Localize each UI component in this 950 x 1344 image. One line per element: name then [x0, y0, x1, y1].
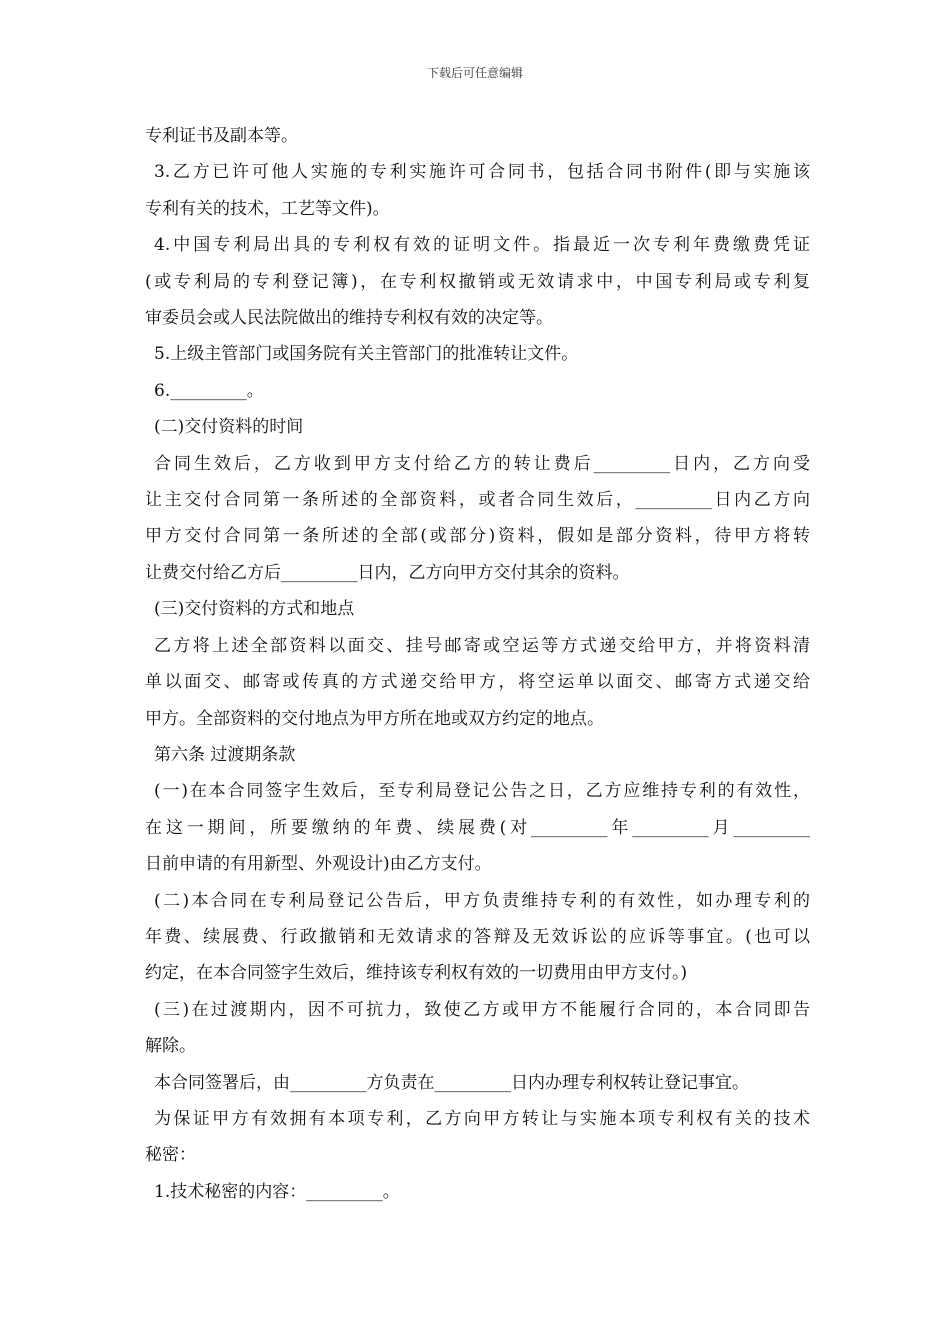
text-line: 专利有关的技术，工艺等文件)。 [145, 198, 390, 219]
text-line: (一)在本合同签字生效后，至专利局登记公告之日，乙方应维持专利的有效性， [154, 781, 810, 802]
text-line: 甲方交付合同第一条所述的全部(或部分)资料，假如是部分资料，待甲方将转 [145, 526, 810, 547]
text-line: 约定，在本合同签字生效后，维持该专利权有效的一切费用由甲方支付。) [145, 963, 688, 984]
text-line: 1.技术秘密的内容：_________。 [154, 1181, 400, 1202]
text-line: 秘密： [145, 1145, 196, 1166]
text-line: 日前申请的有用新型、外观设计)由乙方支付。 [145, 854, 492, 875]
text-line: 单以面交、邮寄或传真的方式递交给甲方，将空运单以面交、邮寄方式递交给 [145, 672, 810, 693]
section-heading: 第六条 过渡期条款 [154, 744, 296, 765]
text-line: (二)本合同在专利局登记公告后，甲方负责维持专利的有效性，如办理专利的 [154, 890, 810, 911]
text-line: (三)交付资料的方式和地点 [154, 599, 355, 620]
text-line: 3.乙方已许可他人实施的专利实施许可合同书，包括合同书附件(即与实施该 [154, 162, 810, 183]
text-line: 让主交付合同第一条所述的全部资料，或者合同生效后，_________日内乙方向 [145, 490, 810, 511]
text-line: 解除。 [145, 1036, 196, 1057]
text-line: 在这一期间，所要缴纳的年费、续展费(对_________年_________月_________ [145, 817, 810, 838]
text-line: (二)交付资料的时间 [154, 417, 304, 438]
document-body [145, 118, 810, 1210]
text-line: 让费交付给乙方后_________日内，乙方向甲方交付其余的资料。 [145, 562, 630, 583]
text-line: 甲方。全部资料的交付地点为甲方所在地或双方约定的地点。 [145, 708, 604, 729]
text-line: 4.中国专利局出具的专利权有效的证明文件。指最近一次专利年费缴费凭证 [154, 235, 810, 256]
text-line: 乙方将上述全部资料以面交、挂号邮寄或空运等方式递交给甲方，并将资料清 [154, 635, 810, 656]
text-line: 为保证甲方有效拥有本项专利，乙方向甲方转让与实施本项专利权有关的技术 [154, 1108, 810, 1129]
text-line: 本合同签署后，由_________方负责在_________日内办理专利权转让登记事宜。 [154, 1072, 749, 1093]
text-line: 审委员会或人民法院做出的维持专利权有效的决定等。 [145, 308, 553, 329]
text-line: (三)在过渡期内，因不可抗力，致使乙方或甲方不能履行合同的，本合同即告 [154, 999, 810, 1020]
text-line: (或专利局的专利登记簿)，在专利权撤销或无效请求中，中国专利局或专利复 [145, 271, 810, 292]
text-line: 合同生效后，乙方收到甲方支付给乙方的转让费后_________日内，乙方向受 [154, 453, 810, 474]
page-header: 下载后可任意编辑 [426, 66, 523, 80]
text-line: 专利证书及副本等。 [145, 126, 298, 146]
text-line: 5.上级主管部门或国务院有关主管部门的批准转让文件。 [154, 344, 579, 365]
text-line: 年费、续展费、行政撤销和无效请求的答辩及无效诉讼的应诉等事宜。(也可以 [145, 926, 810, 947]
text-line: 6._________。 [154, 380, 264, 401]
